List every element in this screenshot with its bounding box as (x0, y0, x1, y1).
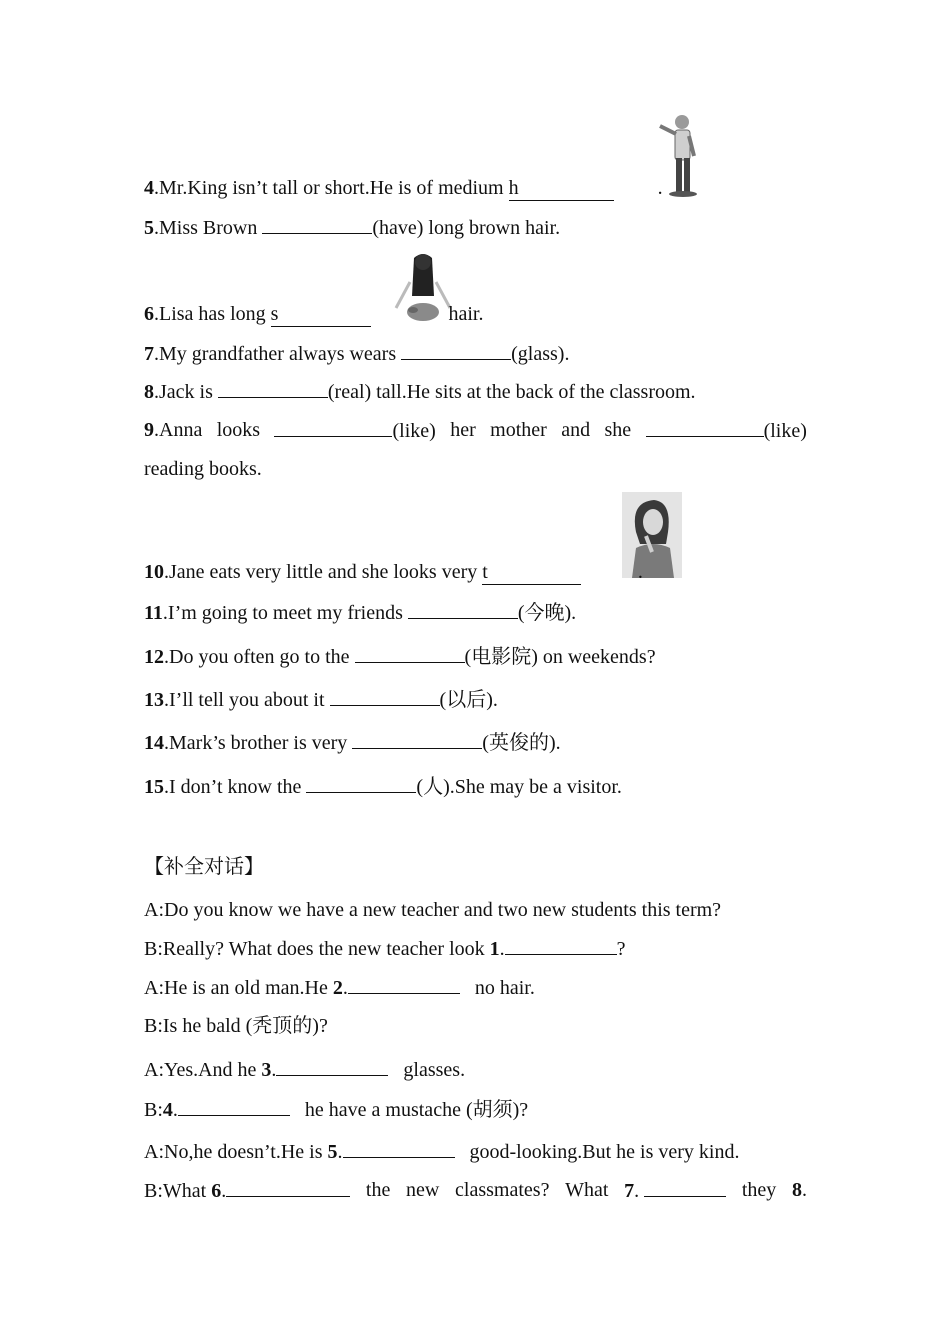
question-10: 10.Jane eats very little and she looks very t . (144, 561, 643, 583)
dialogue-line-2: B:Really? What does the new teacher look 1. ? (144, 938, 626, 960)
dialogue-blank-6[interactable] (226, 1178, 350, 1197)
question-9-continued: reading books. (144, 458, 262, 480)
question-6: 6.Lisa has long s hair. (144, 303, 484, 325)
answer-blank-15[interactable] (306, 774, 416, 793)
question-11: 11.I’m going to meet my friends (今晚). (144, 602, 577, 624)
dialogue-line-1: A:Do you know we have a new teacher and two new students this term? (144, 899, 722, 921)
answer-blank-12[interactable] (355, 644, 465, 663)
question-4: 4.Mr.King isn’t tall or short.He is of medium h . (144, 177, 663, 199)
answer-blank-10[interactable]: t (482, 560, 581, 585)
question-7: 7.My grandfather always wears (glass). (144, 343, 570, 365)
answer-blank-8[interactable] (218, 379, 328, 398)
question-14: 14.Mark’s brother is very (英俊的). (144, 732, 561, 754)
section-title: 【补全对话】 (144, 856, 264, 878)
dialogue-blank-4[interactable] (178, 1097, 290, 1116)
answer-blank-11[interactable] (408, 600, 518, 619)
answer-blank-9a[interactable] (274, 418, 392, 437)
dialogue-line-4: B:Is he bald (秃顶的)? (144, 1015, 328, 1037)
answer-blank-9b[interactable] (646, 418, 764, 437)
dialogue-line-5: A:Yes.And he 3. glasses. (144, 1059, 466, 1081)
man-pointing-image (656, 112, 702, 203)
answer-blank-13[interactable] (330, 687, 440, 706)
answer-blank-14[interactable] (352, 730, 482, 749)
answer-blank-4[interactable]: h (509, 176, 614, 201)
question-5: 5.Miss Brown (have) long brown hair. (144, 217, 561, 239)
answer-blank-5[interactable] (262, 215, 372, 234)
question-13: 13.I’ll tell you about it (以后). (144, 689, 498, 711)
question-15: 15.I don’t know the (人).She may be a visitor. (144, 776, 622, 798)
dialogue-blank-2[interactable] (348, 975, 460, 994)
dialogue-blank-7[interactable] (644, 1178, 726, 1197)
dialogue-blank-3[interactable] (276, 1057, 388, 1076)
question-12: 12.Do you often go to the (电影院) on weekends? (144, 646, 656, 668)
question-9: 9.Anna looks (like) her mother and she (like) (144, 419, 807, 442)
dialogue-line-8: B:What 6. the new classmates? What 7. they 8. (144, 1179, 807, 1202)
dialogue-line-3: A:He is an old man.He 2. no hair. (144, 977, 535, 999)
answer-blank-7[interactable] (401, 341, 511, 360)
dialogue-line-6: B:4. he have a mustache (胡须)? (144, 1099, 529, 1121)
answer-blank-6[interactable]: s (271, 302, 372, 327)
question-8: 8.Jack is (real) tall.He sits at the back of the classroom. (144, 381, 696, 403)
dialogue-blank-1[interactable] (505, 936, 617, 955)
dialogue-line-7: A:No,he doesn’t.He is 5. good-looking.But he is very kind. (144, 1141, 740, 1163)
dialogue-blank-5[interactable] (343, 1139, 455, 1158)
